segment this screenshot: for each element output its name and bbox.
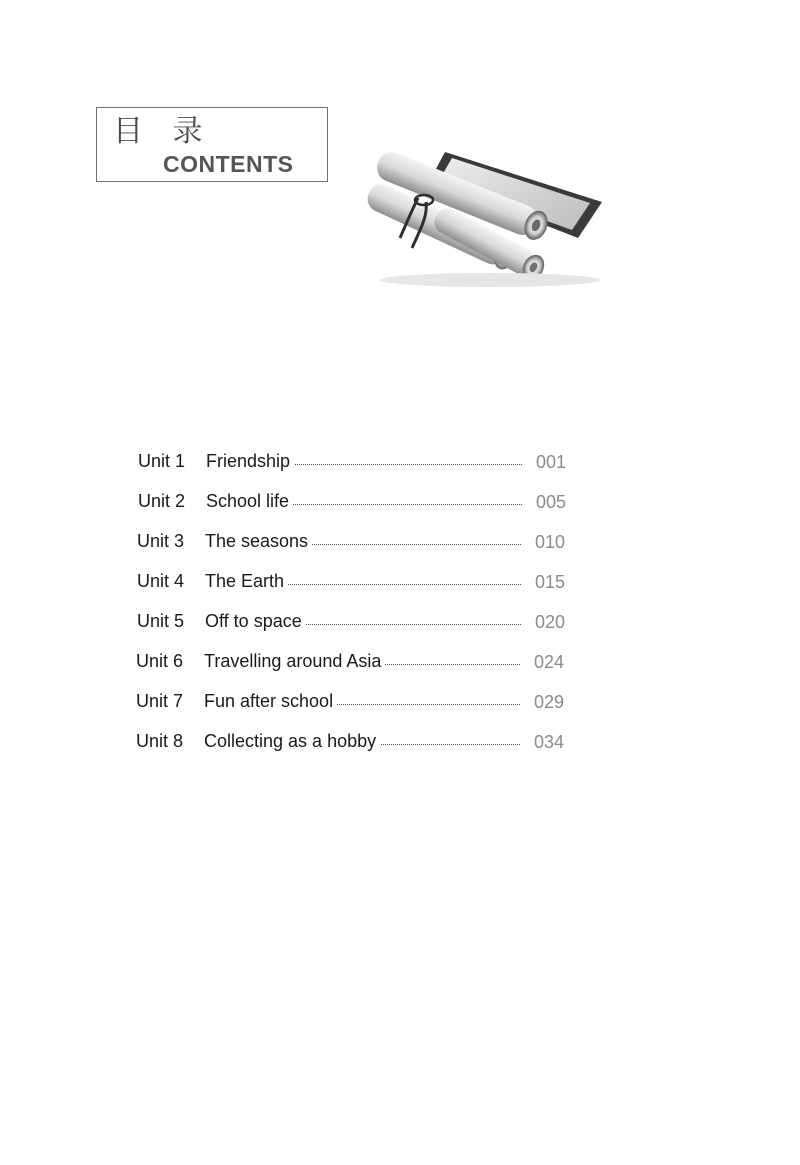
toc-entry-unit-3[interactable]: [137, 523, 565, 563]
toc-entry-unit-7[interactable]: [136, 683, 564, 723]
toc-unit-label: Unit 6: [136, 651, 184, 671]
toc-unit-label: Unit 1: [138, 451, 186, 471]
rolled-scrolls-icon: [340, 140, 610, 290]
toc-unit-label: Unit 4: [137, 571, 185, 591]
contents-title-box: [96, 107, 328, 182]
toc-unit-title: The Earth: [205, 571, 288, 592]
toc-page-number: 005: [535, 492, 566, 512]
toc-unit-label: Unit 8: [136, 731, 184, 751]
toc-unit-label: Unit 2: [138, 491, 186, 511]
toc-entry-unit-6[interactable]: [136, 643, 564, 683]
toc-entry-unit-1[interactable]: [138, 443, 566, 483]
toc-page-number: 020: [534, 612, 565, 632]
toc-unit-title: Off to space: [205, 611, 306, 632]
toc-unit-title: Collecting as a hobby: [204, 731, 380, 752]
toc-unit-title: Travelling around Asia: [204, 651, 385, 672]
toc-entry-unit-5[interactable]: [137, 603, 565, 643]
toc-entry-unit-2[interactable]: [138, 483, 566, 523]
toc-page-number: 034: [533, 732, 564, 752]
toc-unit-title: Friendship: [206, 451, 294, 472]
title-english: CONTENTS: [163, 151, 294, 177]
toc-unit-label: Unit 5: [137, 611, 185, 631]
toc-page-number: 010: [534, 532, 565, 552]
toc-unit-label: Unit 7: [136, 691, 184, 711]
toc-unit-label: Unit 3: [137, 531, 185, 551]
toc-entry-unit-4[interactable]: [137, 563, 565, 603]
title-chinese: 目 录: [113, 114, 213, 149]
toc-page-number: 001: [535, 452, 566, 472]
toc-page-number: 015: [534, 572, 565, 592]
toc-page-number: 024: [533, 652, 564, 672]
toc-unit-title: Fun after school: [204, 691, 337, 712]
toc-unit-title: The seasons: [205, 531, 312, 552]
toc-entry-unit-8[interactable]: [136, 723, 564, 763]
toc-unit-title: School life: [206, 491, 293, 512]
toc-page-number: 029: [533, 692, 564, 712]
